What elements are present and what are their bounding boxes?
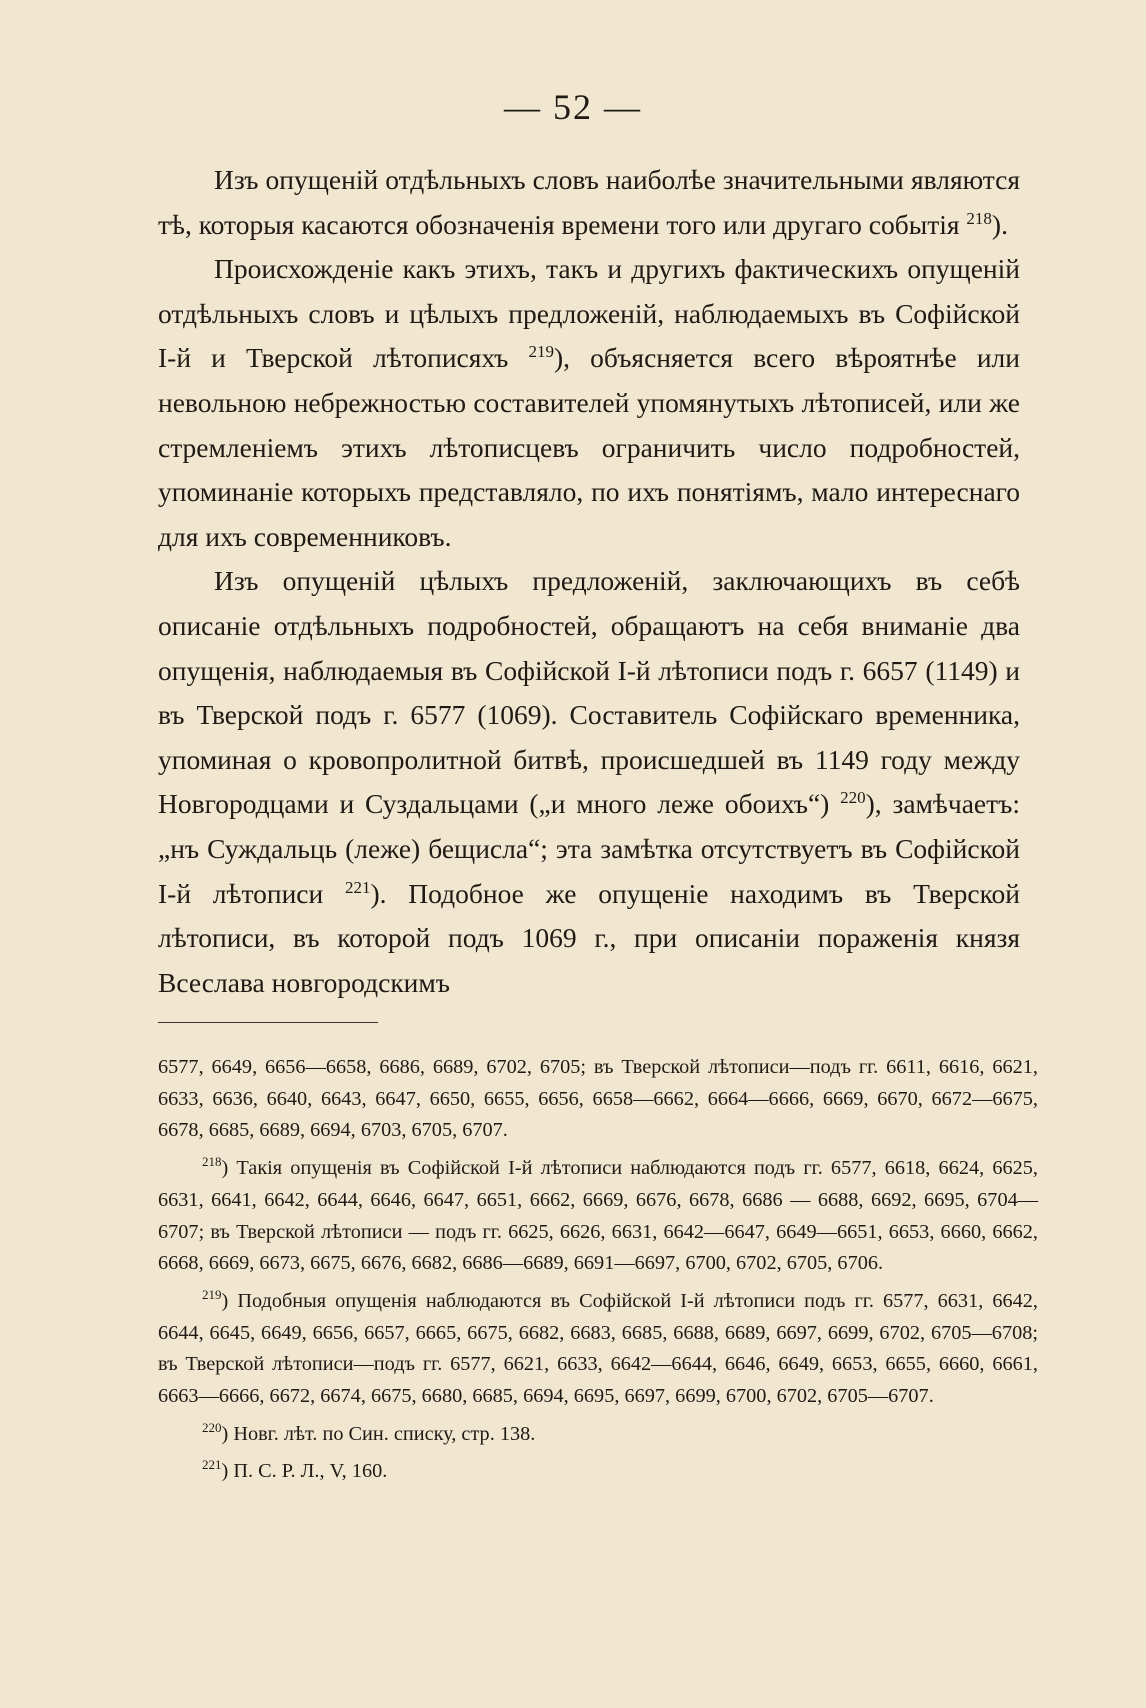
footnote-ref-221[interactable]: 221 [345,877,371,897]
footnote-mark: 220 [202,1419,222,1435]
footnote-ref-219[interactable]: 219 [528,342,554,362]
paragraph-text: ). Подобное же опущенiе находимъ въ Тверской лѣтописи, въ которой подъ 1069 г., при описанiи пораженiя князя Всеслава новгородскимъ [158,877,1021,998]
footnote-218 [158,1153,1038,1280]
paragraph-text: Происхожденiе какъ этихъ, такъ и другихъ фактическихъ опущенiй отдѣльныхъ словъ и цѣлыхъ предложенiй, наблюдаемыхъ въ Софiйской I-й и Тверской лѣтописяхъ [158,253,1020,374]
paragraph-text: Изъ опущенiй отдѣльныхъ словъ наиболѣе значительными являются тѣ, которыя касаются обозначенiя времени того или другаго событiя [158,164,1020,240]
footnote-mark: 218 [202,1154,222,1170]
paragraph-3 [158,559,1020,1005]
paragraph-text: Изъ опущенiй цѣлыхъ предложенiй, заключающихъ въ себѣ описанiе отдѣльныхъ подробностей, обращаютъ на себя вниманiе два опущенiя, наблюдаемыя въ Софiйской I-й лѣтописи подъ г. 6657 (1149) и въ Тверской подъ г. 6577 (1069). Составитель Софiйскаго временника, упоминая о кровопролитной битвѣ, происшедшей въ 1149 году между Новгородцами и Суздальцами („и много леже обоихъ“) [158,565,1020,820]
footnote-text: ) Такiя опущенiя въ Софiйской I-й лѣтописи наблюдаются подъ гг. 6577, 6618, 6624, 6625, 6631, 6641, 6642, 6644, 6646, 6647, 6651, 6662, 6669, 6676, 6678, 6686 — 6688, 6692, 6695, 6704—6707; въ Тверской лѣтописи — подъ гг. 6625, 6626, 6631, 6642—6647, 6649—6651, 6653, 6660, 6662, 6668, 6669, 6673, 6675, 6676, 6682, 6686—6689, 6691—6697, 6700, 6702, 6705, 6706. [158,1157,1038,1275]
paragraph-1 [158,158,1020,247]
footnote-mark: 219 [202,1287,222,1303]
paragraph-text: ), объясняется всего вѣроятнѣе или невольною небрежностью составителей упомянутыхъ лѣтописей, или же стремленiемъ этихъ лѣтописцевъ ограничить число подробностей, упоминанiе которыхъ представляло, по ихъ понятiямъ, мало интереснаго для ихъ современниковъ. [158,342,1020,552]
footnote-ref-220[interactable]: 220 [840,788,866,808]
footnote-221 [158,1456,1038,1488]
page-number: — 52 — [504,87,642,127]
footnote-continuation: 6577, 6649, 6656—6658, 6686, 6689, 6702, 6705; въ Тверской лѣтописи—подъ гг. 6611, 6616, 6621, 6633, 6636, 6640, 6643, 6647, 6650, 6655, 6656, 6658—6662, 6664—6666, 6669, 6670, 6672—6675, 6678, 6685, 6689, 6694, 6703, 6705, 6707. [158,1056,1038,1142]
paragraph-2 [158,247,1020,559]
footnote-text: ) Подобныя опущенiя наблюдаются въ Софiйской I-й лѣтописи подъ гг. 6577, 6631, 6642, 6644, 6645, 6649, 6656, 6657, 6665, 6675, 6682, 6683, 6685, 6688, 6689, 6697, 6699, 6702, 6705—6708; въ Тверской лѣтописи—подъ гг. 6577, 6621, 6633, 6642—6644, 6646, 6649, 6653, 6655, 6660, 6661, 6663—6666, 6672, 6674, 6675, 6680, 6685, 6694, 6695, 6697, 6699, 6700, 6702, 6705—6707. [158,1289,1038,1408]
footnote-text: ) Новг. лѣт. по Син. списку, стр. 138. [221,1422,536,1445]
footnote-220 [158,1419,1038,1451]
footnote-text: ) П. С. Р. Л., V, 160. [221,1460,388,1483]
footnote-divider [158,1022,378,1023]
footnotes [158,1052,1038,1488]
footnote-219 [158,1286,1038,1413]
main-text [158,158,1020,1005]
footnote-mark: 221 [202,1457,222,1473]
paragraph-text: ), замѣчаетъ: „нъ Суждальць (леже) бещисла“; эта замѣтка отсутствуетъ въ Софiйской I-й лѣтописи [158,788,1020,909]
paragraph-text: ). [991,208,1008,240]
footnote-ref-218[interactable]: 218 [966,208,992,228]
